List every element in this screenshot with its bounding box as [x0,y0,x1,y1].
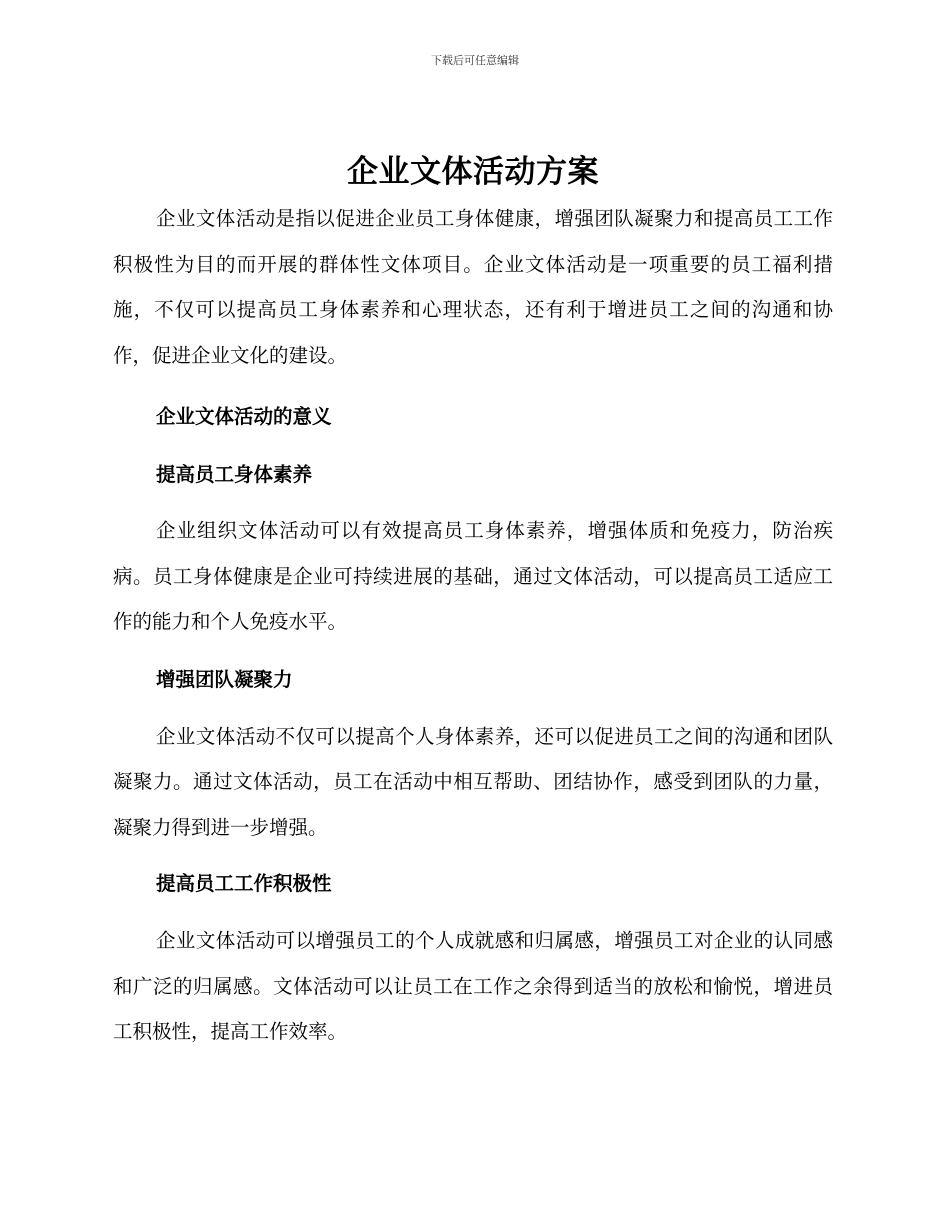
paragraph-work-enthusiasm: 企业文体活动可以增强员工的个人成就感和归属感，增强员工对企业的认同感和广泛的归属感。文体活动可以让员工在工作之余得到适当的放松和愉悦，增进员工积极性，提高工作效率。 [113,929,833,1043]
subheading-physical-fitness: 提高员工身体素养 [156,463,313,486]
page-header-note: 下载后可任意编辑 [431,54,519,67]
paragraph-physical-fitness: 企业组织文体活动可以有效提高员工身体素养，增强体质和免疫力，防治疾病。员工身体健康是企业可持续进展的基础，通过文体活动，可以提高员工适应工作的能力和个人免疫水平。 [113,519,833,633]
subheading-team-cohesion: 增强团队凝聚力 [156,667,293,691]
paragraph-team-cohesion: 企业文体活动不仅可以提高个人身体素养，还可以促进员工之间的沟通和团队凝聚力。通过文体活动，员工在活动中相互帮助、团结协作，感受到团队的力量，凝聚力得到进一步增强。 [113,724,833,839]
document-body [113,150,833,1055]
subheading-work-enthusiasm: 提高员工工作积极性 [156,872,332,895]
section-heading-significance: 企业文体活动的意义 [156,405,332,428]
document-title: 企业文体活动方案 [347,154,599,190]
intro-paragraph: 企业文体活动是指以促进企业员工身体健康，增强团队凝聚力和提高员工工作积极性为目的而开展的群体性文体项目。企业文体活动是一项重要的员工福利措施，不仅可以提高员工身体素养和心理状态，还有利于增进员工之间的沟通和协作，促进企业文化的建设。 [113,207,833,367]
